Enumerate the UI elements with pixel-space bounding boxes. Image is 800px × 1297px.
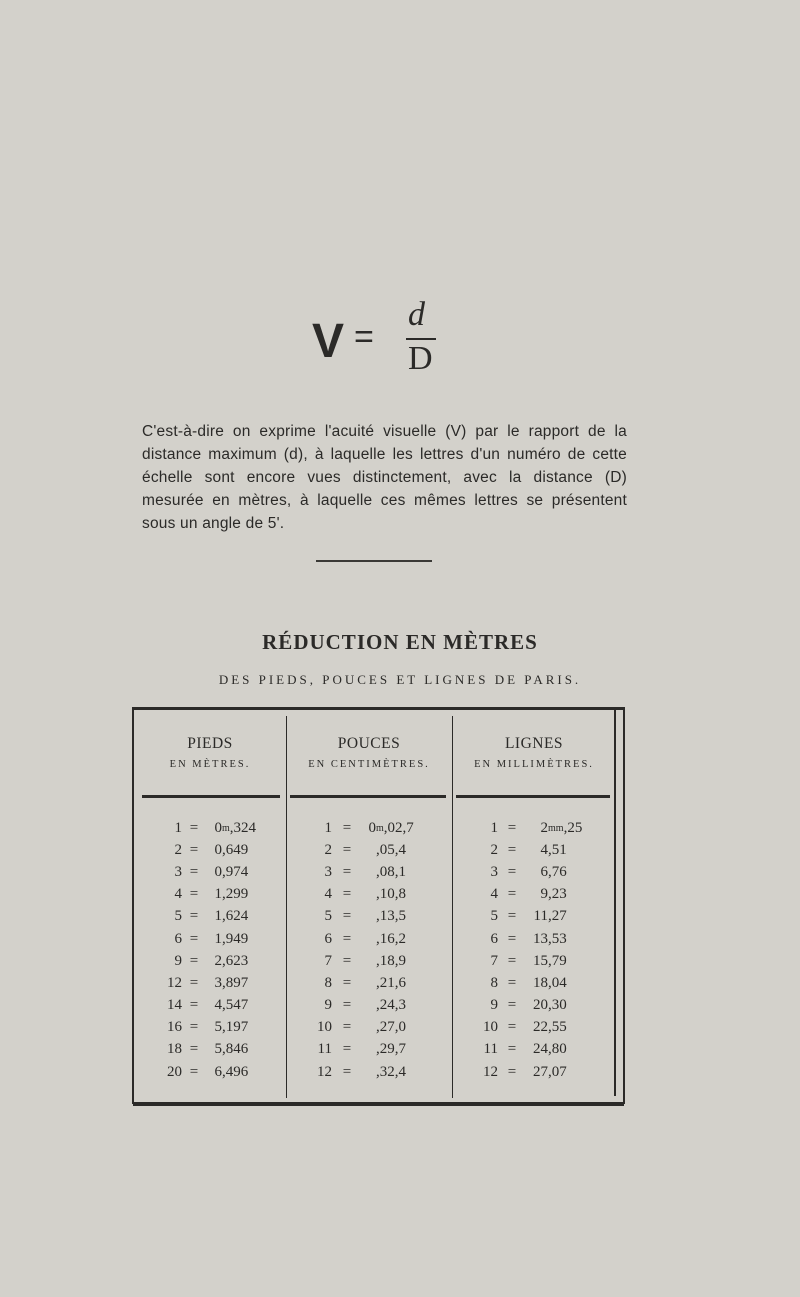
row-whole-value: 27	[533, 1063, 548, 1080]
equals-sign: =	[189, 1019, 199, 1036]
table-row	[160, 861, 280, 883]
row-number: 3	[324, 863, 332, 880]
table-row	[312, 884, 444, 906]
formula-numerator: d	[408, 296, 425, 333]
equals-sign: =	[189, 952, 199, 969]
row-whole-value: 24	[533, 1041, 548, 1058]
row-fraction-value: ,79	[548, 952, 567, 969]
equals-sign: =	[507, 841, 517, 858]
table-row	[160, 928, 280, 950]
table-row	[160, 972, 280, 994]
row-fraction-value: ,299	[222, 886, 249, 903]
row-number: 11	[483, 1041, 498, 1058]
row-fraction-value: ,07	[548, 1063, 567, 1080]
table-row	[476, 972, 614, 994]
header-rule	[142, 795, 280, 798]
row-fraction-value: ,949	[222, 930, 249, 947]
row-number: 4	[174, 886, 182, 903]
equals-sign: =	[342, 974, 352, 991]
row-whole-value: 11	[533, 908, 548, 925]
row-number: 12	[317, 1063, 332, 1080]
row-number: 20	[167, 1063, 182, 1080]
row-number: 9	[174, 952, 182, 969]
row-fraction-value: ,16,2	[376, 930, 406, 947]
equals-sign: =	[189, 819, 199, 836]
column-divider	[452, 716, 453, 1098]
header-pouces	[288, 735, 450, 770]
row-whole-value: 18	[533, 974, 548, 991]
section-subtitle: DES PIEDS, POUCES ET LIGNES DE PARIS.	[218, 672, 582, 687]
row-fraction-value: ,24,3	[376, 997, 406, 1014]
row-fraction-value: ,496	[222, 1063, 249, 1080]
row-number: 6	[324, 930, 332, 947]
table-row	[476, 906, 614, 928]
table-row	[160, 906, 280, 928]
row-number: 9	[324, 997, 332, 1014]
row-whole-value: 4	[214, 997, 222, 1014]
row-whole-value: 13	[533, 930, 548, 947]
row-whole-value: 6	[540, 863, 548, 880]
section-title: RÉDUCTION EN MÈTRES	[262, 630, 538, 654]
row-fraction-value: ,10,8	[376, 886, 406, 903]
header-pouces-title: POUCES	[337, 735, 401, 752]
header-pieds-subtitle: EN MÈTRES.	[169, 759, 251, 770]
row-number: 12	[483, 1063, 498, 1080]
table-row	[312, 906, 444, 928]
row-whole-value: 0	[214, 819, 222, 836]
row-fraction-value: ,21,6	[376, 974, 406, 991]
equals-sign: =	[189, 841, 199, 858]
row-number: 14	[167, 997, 182, 1014]
table-row	[312, 817, 444, 839]
row-whole-value: 1	[214, 930, 222, 947]
row-unit: mm	[548, 822, 564, 834]
row-whole-value: 5	[214, 1019, 222, 1036]
equals-sign: =	[507, 1019, 517, 1036]
row-number: 2	[324, 841, 332, 858]
pieds-column	[160, 817, 280, 1083]
equals-sign: =	[342, 841, 352, 858]
row-unit: m	[222, 822, 230, 834]
equals-sign: =	[189, 1041, 199, 1058]
row-fraction-value: ,04	[548, 974, 567, 991]
row-whole-value: 1	[214, 908, 222, 925]
row-number: 5	[174, 908, 182, 925]
row-whole-value: 0	[214, 863, 222, 880]
row-number: 4	[490, 886, 498, 903]
equals-sign: =	[189, 863, 199, 880]
row-fraction-value: ,76	[548, 863, 567, 880]
row-number: 1	[490, 819, 498, 836]
row-whole-value: 0	[214, 841, 222, 858]
row-whole-value: 0	[368, 819, 376, 836]
row-number: 11	[317, 1041, 332, 1058]
table-row	[312, 839, 444, 861]
row-fraction-value: ,05,4	[376, 841, 406, 858]
table-row	[476, 950, 614, 972]
column-divider	[286, 716, 287, 1098]
row-number: 2	[174, 841, 182, 858]
equals-sign: =	[189, 997, 199, 1014]
header-pieds	[136, 735, 284, 770]
row-fraction-value: ,23	[548, 886, 567, 903]
table-row	[160, 1039, 280, 1061]
table-row	[476, 1039, 614, 1061]
row-number: 10	[483, 1019, 498, 1036]
row-number: 6	[174, 930, 182, 947]
pouces-column	[312, 817, 444, 1083]
equals-sign: =	[507, 908, 517, 925]
acuity-formula	[312, 298, 452, 380]
equals-sign: =	[342, 1063, 352, 1080]
table-row	[312, 1039, 444, 1061]
header-lignes	[454, 735, 614, 770]
table-row	[160, 1017, 280, 1039]
row-fraction-value: ,13,5	[376, 908, 406, 925]
row-whole-value: 5	[214, 1041, 222, 1058]
table-row	[160, 950, 280, 972]
row-fraction-value: ,53	[548, 930, 567, 947]
equals-sign: =	[342, 930, 352, 947]
row-whole-value: 4	[540, 841, 548, 858]
row-whole-value: 15	[533, 952, 548, 969]
equals-sign: =	[342, 997, 352, 1014]
row-number: 3	[174, 863, 182, 880]
row-number: 16	[167, 1019, 182, 1036]
section-divider	[316, 560, 432, 562]
equals-sign: =	[189, 886, 199, 903]
equals-sign: =	[507, 1063, 517, 1080]
row-fraction-value: ,80	[548, 1041, 567, 1058]
row-fraction-value: ,08,1	[376, 863, 406, 880]
header-lignes-subtitle: EN MILLIMÈTRES.	[474, 759, 594, 770]
equals-sign: =	[189, 908, 199, 925]
row-fraction-value: ,624	[222, 908, 249, 925]
row-number: 12	[167, 974, 182, 991]
explanation-paragraph: C'est-à-dire on exprime l'acuité visuelle (V) par le rapport de la distance maximum (d), à laquelle les lettres d'un numéro de cette échelle sont encore vues distinctement, avec la distance (D) mesurée en mètres, à laquelle ces mêmes lettres se présentent sous un angle de 5'.	[142, 422, 627, 532]
equals-sign: =	[507, 952, 517, 969]
table-row	[160, 884, 280, 906]
header-rule	[290, 795, 446, 798]
row-fraction-value: ,897	[222, 974, 249, 991]
formula-equals: =	[354, 318, 374, 356]
row-fraction-value: ,02,7	[383, 819, 414, 836]
row-fraction-value: ,32,4	[376, 1063, 406, 1080]
row-fraction-value: ,18,9	[376, 952, 406, 969]
row-whole-value: 1	[214, 886, 222, 903]
table-row	[312, 995, 444, 1017]
equals-sign: =	[507, 974, 517, 991]
equals-sign: =	[189, 1063, 199, 1080]
table-row	[476, 884, 614, 906]
row-number: 3	[490, 863, 498, 880]
row-fraction-value: ,623	[222, 952, 249, 969]
table-row	[312, 972, 444, 994]
formula-denominator: D	[408, 340, 433, 377]
row-fraction-value: ,649	[222, 841, 249, 858]
row-fraction-value: ,27	[548, 908, 567, 925]
table-row	[476, 817, 614, 839]
table-row	[312, 928, 444, 950]
table-row	[476, 995, 614, 1017]
equals-sign: =	[342, 1019, 352, 1036]
equals-sign: =	[189, 974, 199, 991]
row-whole-value: 2	[540, 819, 548, 836]
row-fraction-value: ,30	[548, 997, 567, 1014]
table-row	[312, 861, 444, 883]
row-number: 5	[490, 908, 498, 925]
equals-sign: =	[342, 1041, 352, 1058]
row-number: 5	[324, 908, 332, 925]
row-whole-value: 22	[533, 1019, 548, 1036]
row-whole-value: 9	[540, 886, 548, 903]
row-fraction-value: ,547	[222, 997, 249, 1014]
equals-sign: =	[342, 908, 352, 925]
equals-sign: =	[342, 886, 352, 903]
row-fraction-value: ,974	[222, 863, 249, 880]
table-row	[476, 1061, 614, 1083]
equals-sign: =	[342, 863, 352, 880]
row-number: 7	[490, 952, 498, 969]
row-fraction-value: ,25	[563, 819, 583, 836]
table-row	[312, 1017, 444, 1039]
equals-sign: =	[507, 997, 517, 1014]
table-row	[476, 1017, 614, 1039]
table-row	[160, 817, 280, 839]
row-whole-value: 3	[214, 974, 222, 991]
row-unit: m	[376, 822, 384, 834]
equals-sign: =	[507, 930, 517, 947]
formula-lhs: V	[312, 315, 345, 368]
row-number: 10	[317, 1019, 332, 1036]
row-number: 1	[174, 819, 182, 836]
table-row	[160, 839, 280, 861]
table-row	[476, 928, 614, 950]
row-fraction-value: ,197	[222, 1019, 249, 1036]
row-fraction-value: ,55	[548, 1019, 567, 1036]
row-number: 9	[490, 997, 498, 1014]
row-number: 4	[324, 886, 332, 903]
table-row	[476, 861, 614, 883]
row-fraction-value: ,846	[222, 1041, 249, 1058]
table-row	[160, 1061, 280, 1083]
equals-sign: =	[342, 819, 352, 836]
equals-sign: =	[507, 886, 517, 903]
row-fraction-value: ,324	[229, 819, 257, 836]
header-lignes-title: LIGNES	[504, 735, 564, 752]
header-pouces-subtitle: EN CENTIMÈTRES.	[308, 759, 430, 770]
equals-sign: =	[507, 819, 517, 836]
row-number: 8	[324, 974, 332, 991]
table-row	[312, 1061, 444, 1083]
row-number: 6	[490, 930, 498, 947]
header-pieds-title: PIEDS	[187, 735, 233, 752]
row-fraction-value: ,51	[548, 841, 567, 858]
header-rule	[456, 795, 610, 798]
row-whole-value: 2	[214, 952, 222, 969]
row-number: 1	[324, 819, 332, 836]
row-number: 8	[490, 974, 498, 991]
table-row	[476, 839, 614, 861]
equals-sign: =	[507, 1041, 517, 1058]
row-number: 18	[167, 1041, 182, 1058]
equals-sign: =	[507, 863, 517, 880]
table-row	[160, 995, 280, 1017]
lignes-column	[476, 817, 614, 1083]
equals-sign: =	[189, 930, 199, 947]
equals-sign: =	[342, 952, 352, 969]
row-fraction-value: ,27,0	[376, 1019, 406, 1036]
row-fraction-value: ,29,7	[376, 1041, 406, 1058]
table-row	[312, 950, 444, 972]
row-whole-value: 20	[533, 997, 548, 1014]
row-whole-value: 6	[214, 1063, 222, 1080]
row-number: 2	[490, 841, 498, 858]
table-inner-border	[614, 710, 616, 1096]
row-number: 7	[324, 952, 332, 969]
